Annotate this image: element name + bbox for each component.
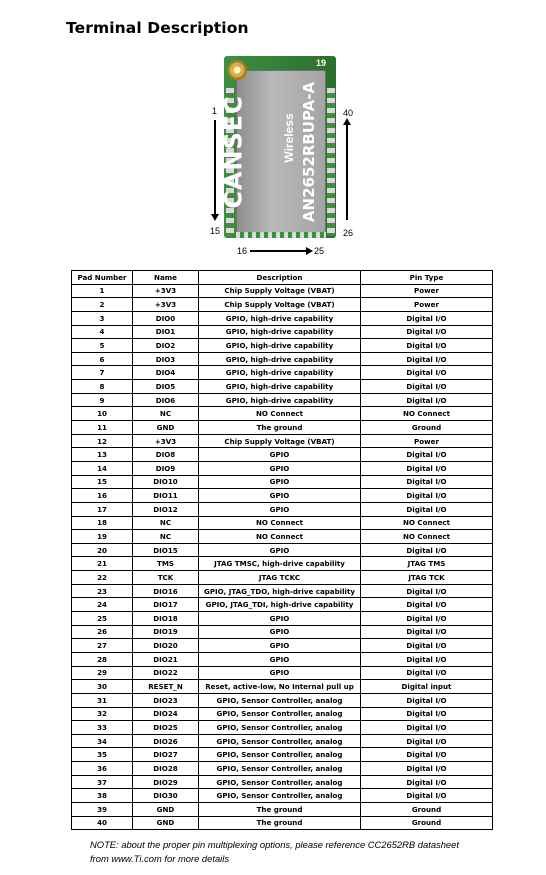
- cell-pad-number: 23: [72, 584, 133, 598]
- cell-name: DIO4: [133, 366, 199, 380]
- cell-name: DIO27: [133, 748, 199, 762]
- cell-name: NC: [133, 530, 199, 544]
- table-row: [72, 393, 493, 407]
- cell-pin-type: Digital I/O: [361, 366, 493, 380]
- table-row: [72, 584, 493, 598]
- cell-name: DIO9: [133, 461, 199, 475]
- cell-pad-number: 5: [72, 339, 133, 353]
- cell-pin-type: Digital I/O: [361, 475, 493, 489]
- cell-pad-number: 2: [72, 298, 133, 312]
- table-row: [72, 802, 493, 816]
- cell-pad-number: 21: [72, 557, 133, 571]
- cell-pin-type: NO Connect: [361, 407, 493, 421]
- cell-description: GPIO: [199, 543, 361, 557]
- cell-pin-type: Digital I/O: [361, 652, 493, 666]
- table-row: [72, 816, 493, 830]
- table-row: [72, 762, 493, 776]
- cell-description: GPIO: [199, 612, 361, 626]
- cell-description: GPIO: [199, 639, 361, 653]
- cell-description: NO Connect: [199, 530, 361, 544]
- header-pin-type: Pin Type: [361, 271, 493, 285]
- cell-description: The ground: [199, 421, 361, 435]
- cell-name: DIO28: [133, 762, 199, 776]
- table-row: [72, 489, 493, 503]
- cell-description: GPIO: [199, 475, 361, 489]
- cell-description: GPIO, Sensor Controller, analog: [199, 762, 361, 776]
- cell-name: GND: [133, 802, 199, 816]
- table-header-row: [72, 271, 493, 285]
- cell-pad-number: 19: [72, 530, 133, 544]
- table-row: [72, 502, 493, 516]
- cell-pin-type: Digital I/O: [361, 734, 493, 748]
- cell-description: GPIO: [199, 448, 361, 462]
- cell-pin-type: Digital I/O: [361, 639, 493, 653]
- cell-pin-type: JTAG TCK: [361, 571, 493, 585]
- cell-name: DIO18: [133, 612, 199, 626]
- footnote-line-1: NOTE: about the proper pin multiplexing options, please reference CC2652RB datasheet: [90, 839, 459, 850]
- cell-name: DIO24: [133, 707, 199, 721]
- cell-pin-type: Power: [361, 284, 493, 298]
- module-brand-logo: CANSEC: [219, 95, 248, 209]
- table-row: [72, 789, 493, 803]
- table-row: [72, 339, 493, 353]
- cell-description: GPIO, Sensor Controller, analog: [199, 721, 361, 735]
- cell-name: DIO30: [133, 789, 199, 803]
- right-arrow-line: [346, 124, 348, 220]
- footnote: [90, 838, 510, 866]
- table-row: [72, 516, 493, 530]
- cell-name: DIO19: [133, 625, 199, 639]
- cell-pin-type: Digital I/O: [361, 721, 493, 735]
- cell-name: NC: [133, 516, 199, 530]
- cell-name: DIO2: [133, 339, 199, 353]
- table-body: [72, 284, 493, 830]
- table-row: [72, 639, 493, 653]
- cell-pad-number: 6: [72, 352, 133, 366]
- cell-description: JTAG TMSC, high-drive capability: [199, 557, 361, 571]
- cell-description: GPIO: [199, 489, 361, 503]
- cell-pad-number: 24: [72, 598, 133, 612]
- cell-pad-number: 31: [72, 693, 133, 707]
- page-title: Terminal Description: [66, 19, 249, 37]
- table-row: [72, 598, 493, 612]
- module-brand-subtitle: Wireless: [282, 113, 296, 163]
- cell-pad-number: 11: [72, 421, 133, 435]
- cell-name: RESET_N: [133, 680, 199, 694]
- table-row: [72, 421, 493, 435]
- table-row: [72, 325, 493, 339]
- cell-description: GPIO, Sensor Controller, analog: [199, 789, 361, 803]
- module-part-number: AN2652RBUPA-A: [300, 81, 318, 223]
- table-row: [72, 434, 493, 448]
- cell-description: Chip Supply Voltage (VBAT): [199, 284, 361, 298]
- cell-description: GPIO, high-drive capability: [199, 352, 361, 366]
- cell-description: NO Connect: [199, 516, 361, 530]
- header-pad-number: Pad Number: [72, 271, 133, 285]
- cell-description: GPIO, Sensor Controller, analog: [199, 693, 361, 707]
- cell-name: DIO22: [133, 666, 199, 680]
- cell-pin-type: NO Connect: [361, 530, 493, 544]
- table-row: [72, 543, 493, 557]
- cell-pad-number: 28: [72, 652, 133, 666]
- cell-pin-type: Digital I/O: [361, 707, 493, 721]
- pin-label-16: 16: [237, 246, 248, 256]
- cell-description: GPIO, high-drive capability: [199, 366, 361, 380]
- cell-description: GPIO, Sensor Controller, analog: [199, 775, 361, 789]
- cell-name: DIO16: [133, 584, 199, 598]
- cell-name: DIO23: [133, 693, 199, 707]
- pin-description-table: [71, 270, 493, 830]
- cell-pin-type: Digital I/O: [361, 584, 493, 598]
- module-pin-19-label: 19: [316, 58, 327, 68]
- cell-description: Chip Supply Voltage (VBAT): [199, 434, 361, 448]
- pin-label-15: 15: [210, 226, 221, 236]
- cell-name: DIO29: [133, 775, 199, 789]
- left-arrow-line: [214, 120, 216, 216]
- table-row: [72, 284, 493, 298]
- cell-name: TCK: [133, 571, 199, 585]
- cell-pad-number: 34: [72, 734, 133, 748]
- cell-name: GND: [133, 816, 199, 830]
- module-right-pads: [327, 88, 335, 236]
- cell-pin-type: JTAG TMS: [361, 557, 493, 571]
- cell-pin-type: Ground: [361, 802, 493, 816]
- table-row: [72, 748, 493, 762]
- module-marking: [219, 70, 326, 234]
- table-row: [72, 448, 493, 462]
- header-description: Description: [199, 271, 361, 285]
- table-row: [72, 625, 493, 639]
- table-row: [72, 707, 493, 721]
- cell-pad-number: 36: [72, 762, 133, 776]
- cell-description: GPIO, Sensor Controller, analog: [199, 734, 361, 748]
- table-row: [72, 352, 493, 366]
- cell-pad-number: 1: [72, 284, 133, 298]
- cell-name: +3V3: [133, 434, 199, 448]
- cell-name: DIO20: [133, 639, 199, 653]
- cell-pin-type: Digital I/O: [361, 325, 493, 339]
- cell-name: DIO8: [133, 448, 199, 462]
- cell-name: DIO25: [133, 721, 199, 735]
- cell-pad-number: 27: [72, 639, 133, 653]
- cell-description: GPIO, high-drive capability: [199, 311, 361, 325]
- table-row: [72, 557, 493, 571]
- cell-description: GPIO, Sensor Controller, analog: [199, 748, 361, 762]
- cell-pad-number: 4: [72, 325, 133, 339]
- cell-name: DIO1: [133, 325, 199, 339]
- cell-pad-number: 29: [72, 666, 133, 680]
- pin-label-25: 25: [314, 246, 325, 256]
- cell-description: Reset, active-low, No Internal pull up: [199, 680, 361, 694]
- table-row: [72, 734, 493, 748]
- cell-pin-type: Power: [361, 434, 493, 448]
- cell-name: TMS: [133, 557, 199, 571]
- pin-label-40: 40: [343, 108, 354, 118]
- cell-pin-type: Digital I/O: [361, 489, 493, 503]
- cell-pad-number: 38: [72, 789, 133, 803]
- cell-name: DIO17: [133, 598, 199, 612]
- cell-pin-type: Ground: [361, 816, 493, 830]
- cell-name: NC: [133, 407, 199, 421]
- cell-pin-type: NO Connect: [361, 516, 493, 530]
- cell-description: GPIO, high-drive capability: [199, 325, 361, 339]
- cell-pad-number: 14: [72, 461, 133, 475]
- cell-pin-type: Digital I/O: [361, 748, 493, 762]
- cell-pin-type: Digital I/O: [361, 393, 493, 407]
- cell-description: GPIO: [199, 502, 361, 516]
- table-row: [72, 652, 493, 666]
- cell-description: GPIO, Sensor Controller, analog: [199, 707, 361, 721]
- footnote-line-2: from www.Ti.com for more details: [90, 853, 230, 864]
- table-row: [72, 721, 493, 735]
- cell-pad-number: 7: [72, 366, 133, 380]
- table-row: [72, 380, 493, 394]
- cell-description: The ground: [199, 802, 361, 816]
- cell-pin-type: Digital I/O: [361, 502, 493, 516]
- cell-pin-type: Digital I/O: [361, 775, 493, 789]
- cell-pin-type: Digital I/O: [361, 762, 493, 776]
- table-row: [72, 311, 493, 325]
- cell-pin-type: Digital I/O: [361, 339, 493, 353]
- cell-description: GPIO: [199, 625, 361, 639]
- table-row: [72, 461, 493, 475]
- cell-description: GPIO, high-drive capability: [199, 380, 361, 394]
- cell-pad-number: 35: [72, 748, 133, 762]
- cell-pin-type: Digital I/O: [361, 448, 493, 462]
- cell-description: GPIO, high-drive capability: [199, 339, 361, 353]
- cell-name: DIO10: [133, 475, 199, 489]
- cell-description: GPIO: [199, 461, 361, 475]
- cell-pad-number: 18: [72, 516, 133, 530]
- cell-pad-number: 3: [72, 311, 133, 325]
- cell-description: Chip Supply Voltage (VBAT): [199, 298, 361, 312]
- cell-pad-number: 13: [72, 448, 133, 462]
- cell-pad-number: 40: [72, 816, 133, 830]
- cell-name: DIO6: [133, 393, 199, 407]
- cell-pad-number: 16: [72, 489, 133, 503]
- cell-pad-number: 33: [72, 721, 133, 735]
- cell-pad-number: 8: [72, 380, 133, 394]
- cell-pad-number: 22: [72, 571, 133, 585]
- cell-pin-type: Digital I/O: [361, 789, 493, 803]
- cell-name: DIO15: [133, 543, 199, 557]
- cell-name: DIO12: [133, 502, 199, 516]
- table-row: [72, 571, 493, 585]
- cell-name: DIO0: [133, 311, 199, 325]
- cell-name: GND: [133, 421, 199, 435]
- cell-pin-type: Digital I/O: [361, 625, 493, 639]
- cell-pad-number: 30: [72, 680, 133, 694]
- cell-pad-number: 32: [72, 707, 133, 721]
- cell-pin-type: Digital I/O: [361, 380, 493, 394]
- table-row: [72, 612, 493, 626]
- cell-pad-number: 26: [72, 625, 133, 639]
- header-name: Name: [133, 271, 199, 285]
- down-arrow-icon: [211, 214, 219, 221]
- cell-description: GPIO, JTAG_TDI, high-drive capability: [199, 598, 361, 612]
- cell-description: The ground: [199, 816, 361, 830]
- cell-name: DIO5: [133, 380, 199, 394]
- cell-pin-type: Power: [361, 298, 493, 312]
- cell-pad-number: 12: [72, 434, 133, 448]
- cell-description: NO Connect: [199, 407, 361, 421]
- cell-pin-type: Digital I/O: [361, 612, 493, 626]
- cell-description: GPIO, JTAG_TDO, high-drive capability: [199, 584, 361, 598]
- cell-pin-type: Digital I/O: [361, 693, 493, 707]
- bottom-arrow-line: [250, 250, 308, 252]
- table-row: [72, 407, 493, 421]
- cell-pad-number: 20: [72, 543, 133, 557]
- cell-name: DIO26: [133, 734, 199, 748]
- cell-pad-number: 10: [72, 407, 133, 421]
- pin-label-1: 1: [212, 106, 218, 116]
- table-row: [72, 366, 493, 380]
- cell-pin-type: Digital input: [361, 680, 493, 694]
- cell-pad-number: 39: [72, 802, 133, 816]
- module-figure: [200, 48, 370, 263]
- table-row: [72, 775, 493, 789]
- cell-name: DIO11: [133, 489, 199, 503]
- cell-description: GPIO: [199, 652, 361, 666]
- cell-pad-number: 37: [72, 775, 133, 789]
- cell-name: DIO21: [133, 652, 199, 666]
- cell-name: DIO3: [133, 352, 199, 366]
- table-row: [72, 680, 493, 694]
- table-row: [72, 475, 493, 489]
- cell-name: +3V3: [133, 284, 199, 298]
- cell-pin-type: Digital I/O: [361, 311, 493, 325]
- cell-pad-number: 25: [72, 612, 133, 626]
- table-row: [72, 530, 493, 544]
- cell-pad-number: 15: [72, 475, 133, 489]
- cell-pin-type: Digital I/O: [361, 598, 493, 612]
- cell-description: JTAG TCKC: [199, 571, 361, 585]
- cell-pin-type: Digital I/O: [361, 666, 493, 680]
- cell-pin-type: Digital I/O: [361, 543, 493, 557]
- cell-description: GPIO: [199, 666, 361, 680]
- cell-description: GPIO, high-drive capability: [199, 393, 361, 407]
- cell-pin-type: Ground: [361, 421, 493, 435]
- cell-name: +3V3: [133, 298, 199, 312]
- pin-label-26: 26: [343, 228, 354, 238]
- cell-pad-number: 9: [72, 393, 133, 407]
- table-row: [72, 693, 493, 707]
- cell-pin-type: Digital I/O: [361, 352, 493, 366]
- cell-pin-type: Digital I/O: [361, 461, 493, 475]
- right-arrow-icon: [306, 247, 313, 255]
- table-row: [72, 666, 493, 680]
- cell-pad-number: 17: [72, 502, 133, 516]
- table-row: [72, 298, 493, 312]
